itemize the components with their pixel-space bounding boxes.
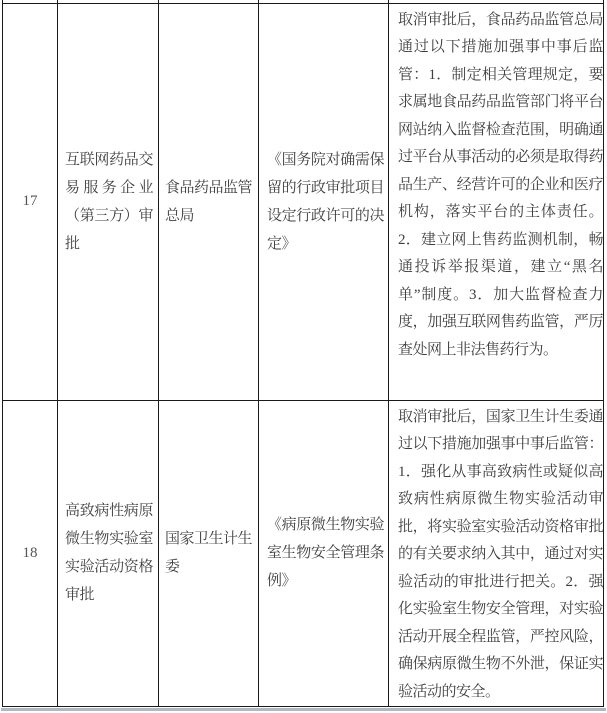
page-bottom-edge-line — [1, 708, 606, 711]
department-cell: 国家卫生计生委 — [159, 400, 259, 707]
row-number-cell: 17 — [3, 3, 58, 400]
supervision-measures-cell: 取消审批后，食品药品监管总局通过以下措施加强事中事后监管：1．制定相关管理规定，要求属地食品药品监管部门将平台网站纳入监督检查范围，明确通过平台从事活动的必须是取得药品生产、经营许可的企业和医疗机构，落实平台的主体责任。2．建立网上售药监测机制，畅通投诉举报渠道，建立“黑名单”制度。3．加大监督检查力度，加强互联网售药监管，严厉查处网上非法售药行为。 — [389, 3, 604, 400]
legal-basis-cell: 《国务院对确需保留的行政审批项目设定行政许可的决定》 — [259, 3, 389, 400]
row-number-cell: 18 — [3, 400, 58, 707]
item-name-cell: 高致病性病原微生物实验室实验活动资格审批 — [58, 400, 159, 707]
item-name-cell: 互联网药品交易服务企业（第三方）审批 — [58, 3, 159, 400]
supervision-measures-cell: 取消审批后，国家卫生计生委通过以下措施加强事中事后监管：1．强化从事高致病性或疑似高致病性病原微生物实验活动审批，将实验室实验活动资格审批的有关要求纳入其中，通过对实验活动的审批进行把关。2．强化实验室生物安全管理，对实验活动开展全程监管，严控风险，确保病原微生物不外泄，保证实验活动的安全。 — [389, 400, 604, 707]
approval-items-table — [2, 0, 604, 707]
table-row — [3, 400, 604, 707]
department-cell: 食品药品监管总局 — [159, 3, 259, 400]
legal-basis-cell: 《病原微生物实验室生物安全管理条例》 — [259, 400, 389, 707]
table-row — [3, 3, 604, 400]
